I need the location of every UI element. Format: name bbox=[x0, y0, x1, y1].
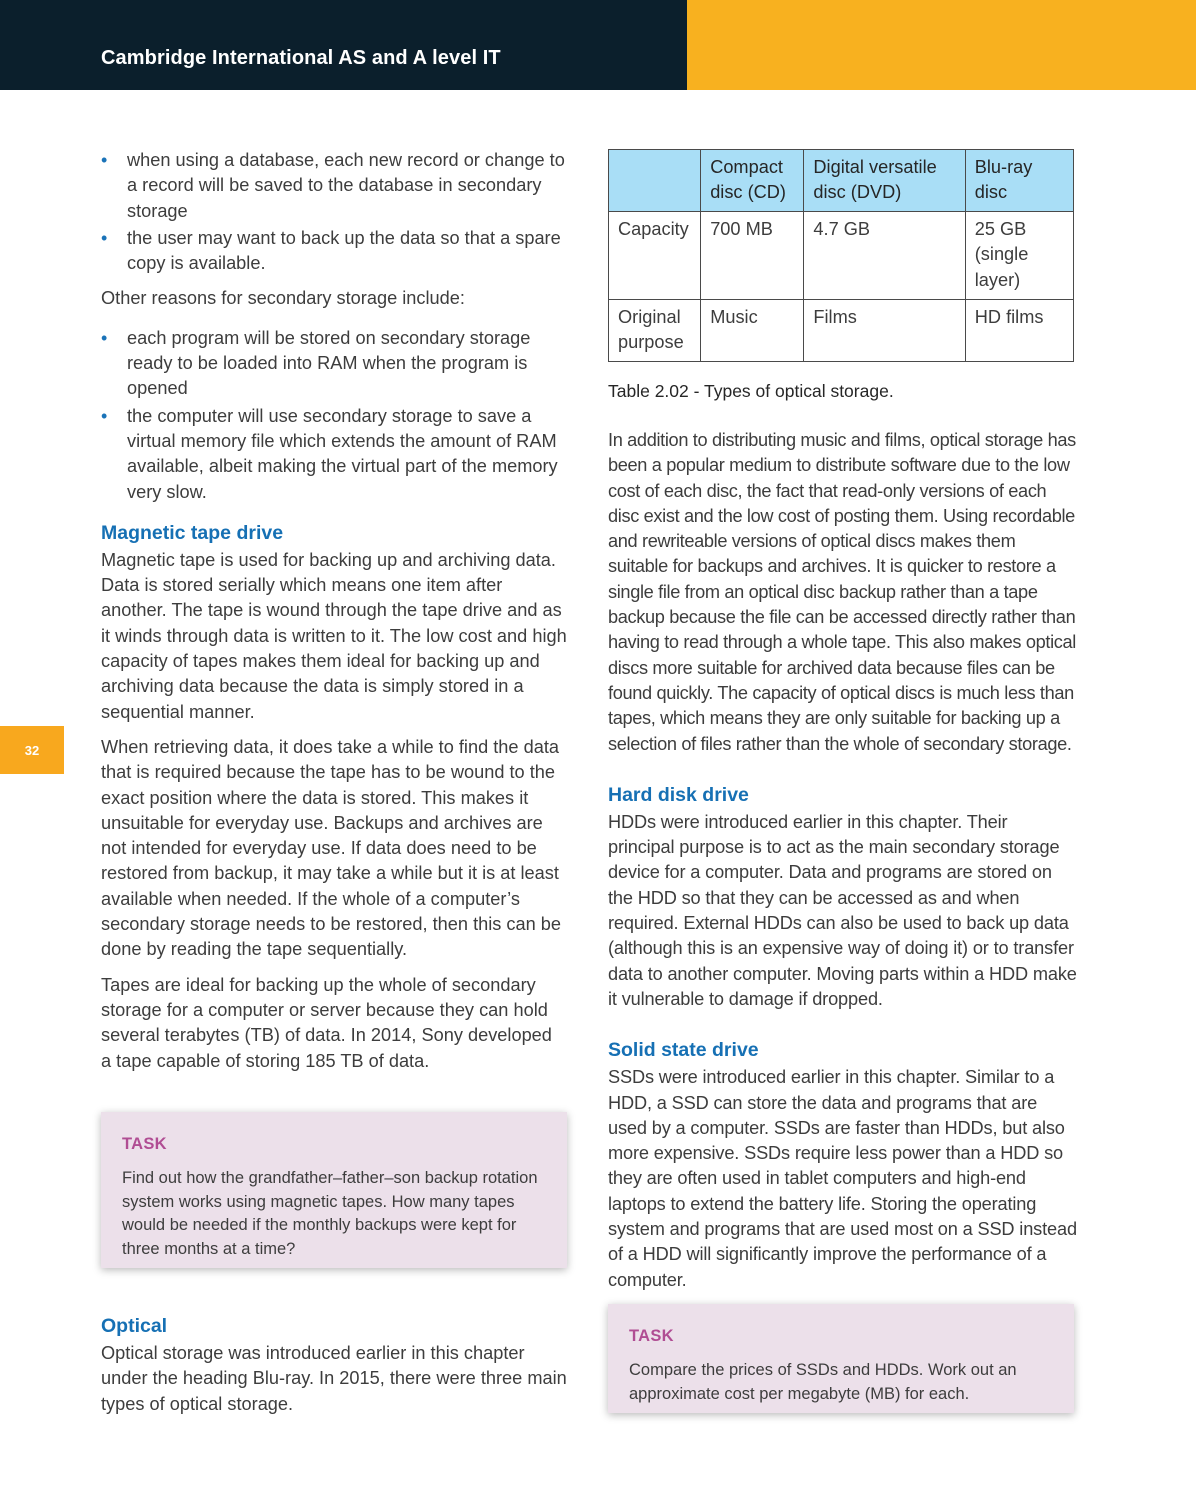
table-cell: Capacity bbox=[609, 212, 701, 300]
list-item: • the computer will use secondary storage to save a virtual memory file which extends the amount of RAM available, albeit making the virtual part of the memory very slow. bbox=[101, 405, 558, 502]
page-number: 32 bbox=[0, 726, 64, 774]
paragraph: In addition to distributing music and films, optical storage has been a popular medium to distribute software due to the low cost of each disc, the fact that read-only versions of each disc exist and the low cost of posting them. Using recordable and rewriteable versions of optical discs makes them suitable for backups and archives. It is quicker to restore a single file from an optical disc backup rather than a tape backup because the file can be accessed directly rather than having to read through a whole tape. This also makes optical discs more suitable for archived data because files can be found quickly. The capacity of optical discs is much less than tapes, which means they are only suitable for backing up a selection of files rather than the whole of secondary storage. bbox=[608, 430, 1077, 754]
task-label: TASK bbox=[629, 1327, 674, 1345]
task-box bbox=[101, 1112, 567, 1268]
bullet-icon: • bbox=[101, 405, 108, 426]
section-heading: Solid state drive bbox=[608, 1039, 759, 1062]
paragraph: Other reasons for secondary storage include: bbox=[101, 288, 465, 309]
table-row bbox=[609, 212, 1074, 300]
paragraph: Magnetic tape is used for backing up and archiving data. Data is stored serially which means one item after another. The tape is wound through the tape drive and as it winds through data is written to it. The low cost and high capacity of tapes makes them ideal for backing up and archiving data because the data is simply stored in a sequential manner. bbox=[101, 549, 567, 722]
list-item: • when using a database, each new record or change to a record will be saved to the database in secondary storage bbox=[101, 150, 565, 221]
table-header: Compact disc (CD) bbox=[701, 150, 804, 212]
table-cell: 4.7 GB bbox=[804, 212, 965, 300]
table-cell: HD films bbox=[965, 300, 1073, 362]
section-heading: Optical bbox=[101, 1315, 168, 1337]
optical-storage-table bbox=[608, 149, 1074, 362]
paragraph: Optical storage was introduced earlier in this chapter under the heading Blu-ray. In 2015, there were three main types of optical storage. bbox=[101, 1343, 567, 1414]
book-title: Cambridge International AS and A level IT bbox=[101, 47, 501, 69]
table-cell: Original purpose bbox=[609, 300, 701, 362]
table-cell: 25 GB (single layer) bbox=[965, 212, 1073, 300]
paragraph: HDDs were introduced earlier in this chapter. Their principal purpose is to act as the main secondary storage device for a computer. Data and programs are stored on the HDD so that they can be accessed as and when required. External HDDs can also be used to back up data (although this is an expensive way of doing it) or to transfer data to another computer. Moving parts within a HDD make it vulnerable to damage if dropped. bbox=[608, 811, 1077, 1009]
bullet-icon: • bbox=[101, 327, 108, 348]
paragraph: SSDs were introduced earlier in this chapter. Similar to a HDD, a SSD can store the data and programs that are used by a computer. SSDs are faster than HDDs, but also more expensive. SSDs require less power than a HDD so they are often used in tablet computers and high-end laptops to extend the battery life. Storing the operating system and programs that are used most on a SSD instead of a HDD will significantly improve the performance of a computer. bbox=[608, 1067, 1077, 1290]
table-header: Digital versatile disc (DVD) bbox=[804, 150, 965, 212]
list-item: • the user may want to back up the data so that a spare copy is available. bbox=[101, 227, 561, 274]
table-header bbox=[609, 150, 701, 212]
table-header-row bbox=[609, 150, 1074, 212]
section-heading: Magnetic tape drive bbox=[101, 521, 284, 544]
task-label: TASK bbox=[122, 1135, 167, 1153]
table-cell: Films bbox=[804, 300, 965, 362]
right-column bbox=[608, 428, 1078, 1293]
paragraph: Tapes are ideal for backing up the whole of secondary storage for a computer or server because they can hold several terabytes (TB) of data. In 2014, Sony developed a tape capable of storing 185 TB of data. bbox=[101, 974, 552, 1071]
left-column bbox=[101, 148, 567, 1074]
table-header: Blu-ray disc bbox=[965, 150, 1073, 212]
task-text: Compare the prices of SSDs and HDDs. Work out an approximate cost per megabyte (MB) for each. bbox=[629, 1361, 1017, 1403]
table-row bbox=[609, 300, 1074, 362]
header-bar bbox=[0, 0, 687, 90]
task-text: Find out how the grandfather–father–son backup rotation system works using magnetic tapes. How many tapes would be needed if the monthly backups were kept for three months at a time? bbox=[122, 1169, 538, 1258]
section-heading: Hard disk drive bbox=[608, 783, 749, 806]
list-item: • each program will be stored on secondary storage ready to be loaded into RAM when the program is opened bbox=[101, 327, 531, 399]
bullet-icon: • bbox=[101, 227, 108, 248]
header-accent bbox=[687, 0, 1196, 90]
optical-section bbox=[101, 1314, 567, 1417]
table-caption: Table 2.02 - Types of optical storage. bbox=[608, 381, 894, 401]
table-cell: Music bbox=[701, 300, 804, 362]
table-cell: 700 MB bbox=[701, 212, 804, 300]
paragraph: When retrieving data, it does take a while to find the data that is required because the tape has to be wound to the exact position where the data is stored. This makes it unsuitable for everyday use. Backups and archives are not intended for everyday use. If data does need to be restored from backup, it may take a while but it is at least available when needed. If the whole of a computer’s secondary storage needs to be restored, then this can be done by reading the tape sequentially. bbox=[101, 736, 562, 960]
task-box bbox=[608, 1304, 1074, 1413]
bullet-list-1 bbox=[101, 148, 567, 276]
bullet-list-2 bbox=[101, 326, 567, 505]
bullet-icon: • bbox=[101, 150, 108, 170]
